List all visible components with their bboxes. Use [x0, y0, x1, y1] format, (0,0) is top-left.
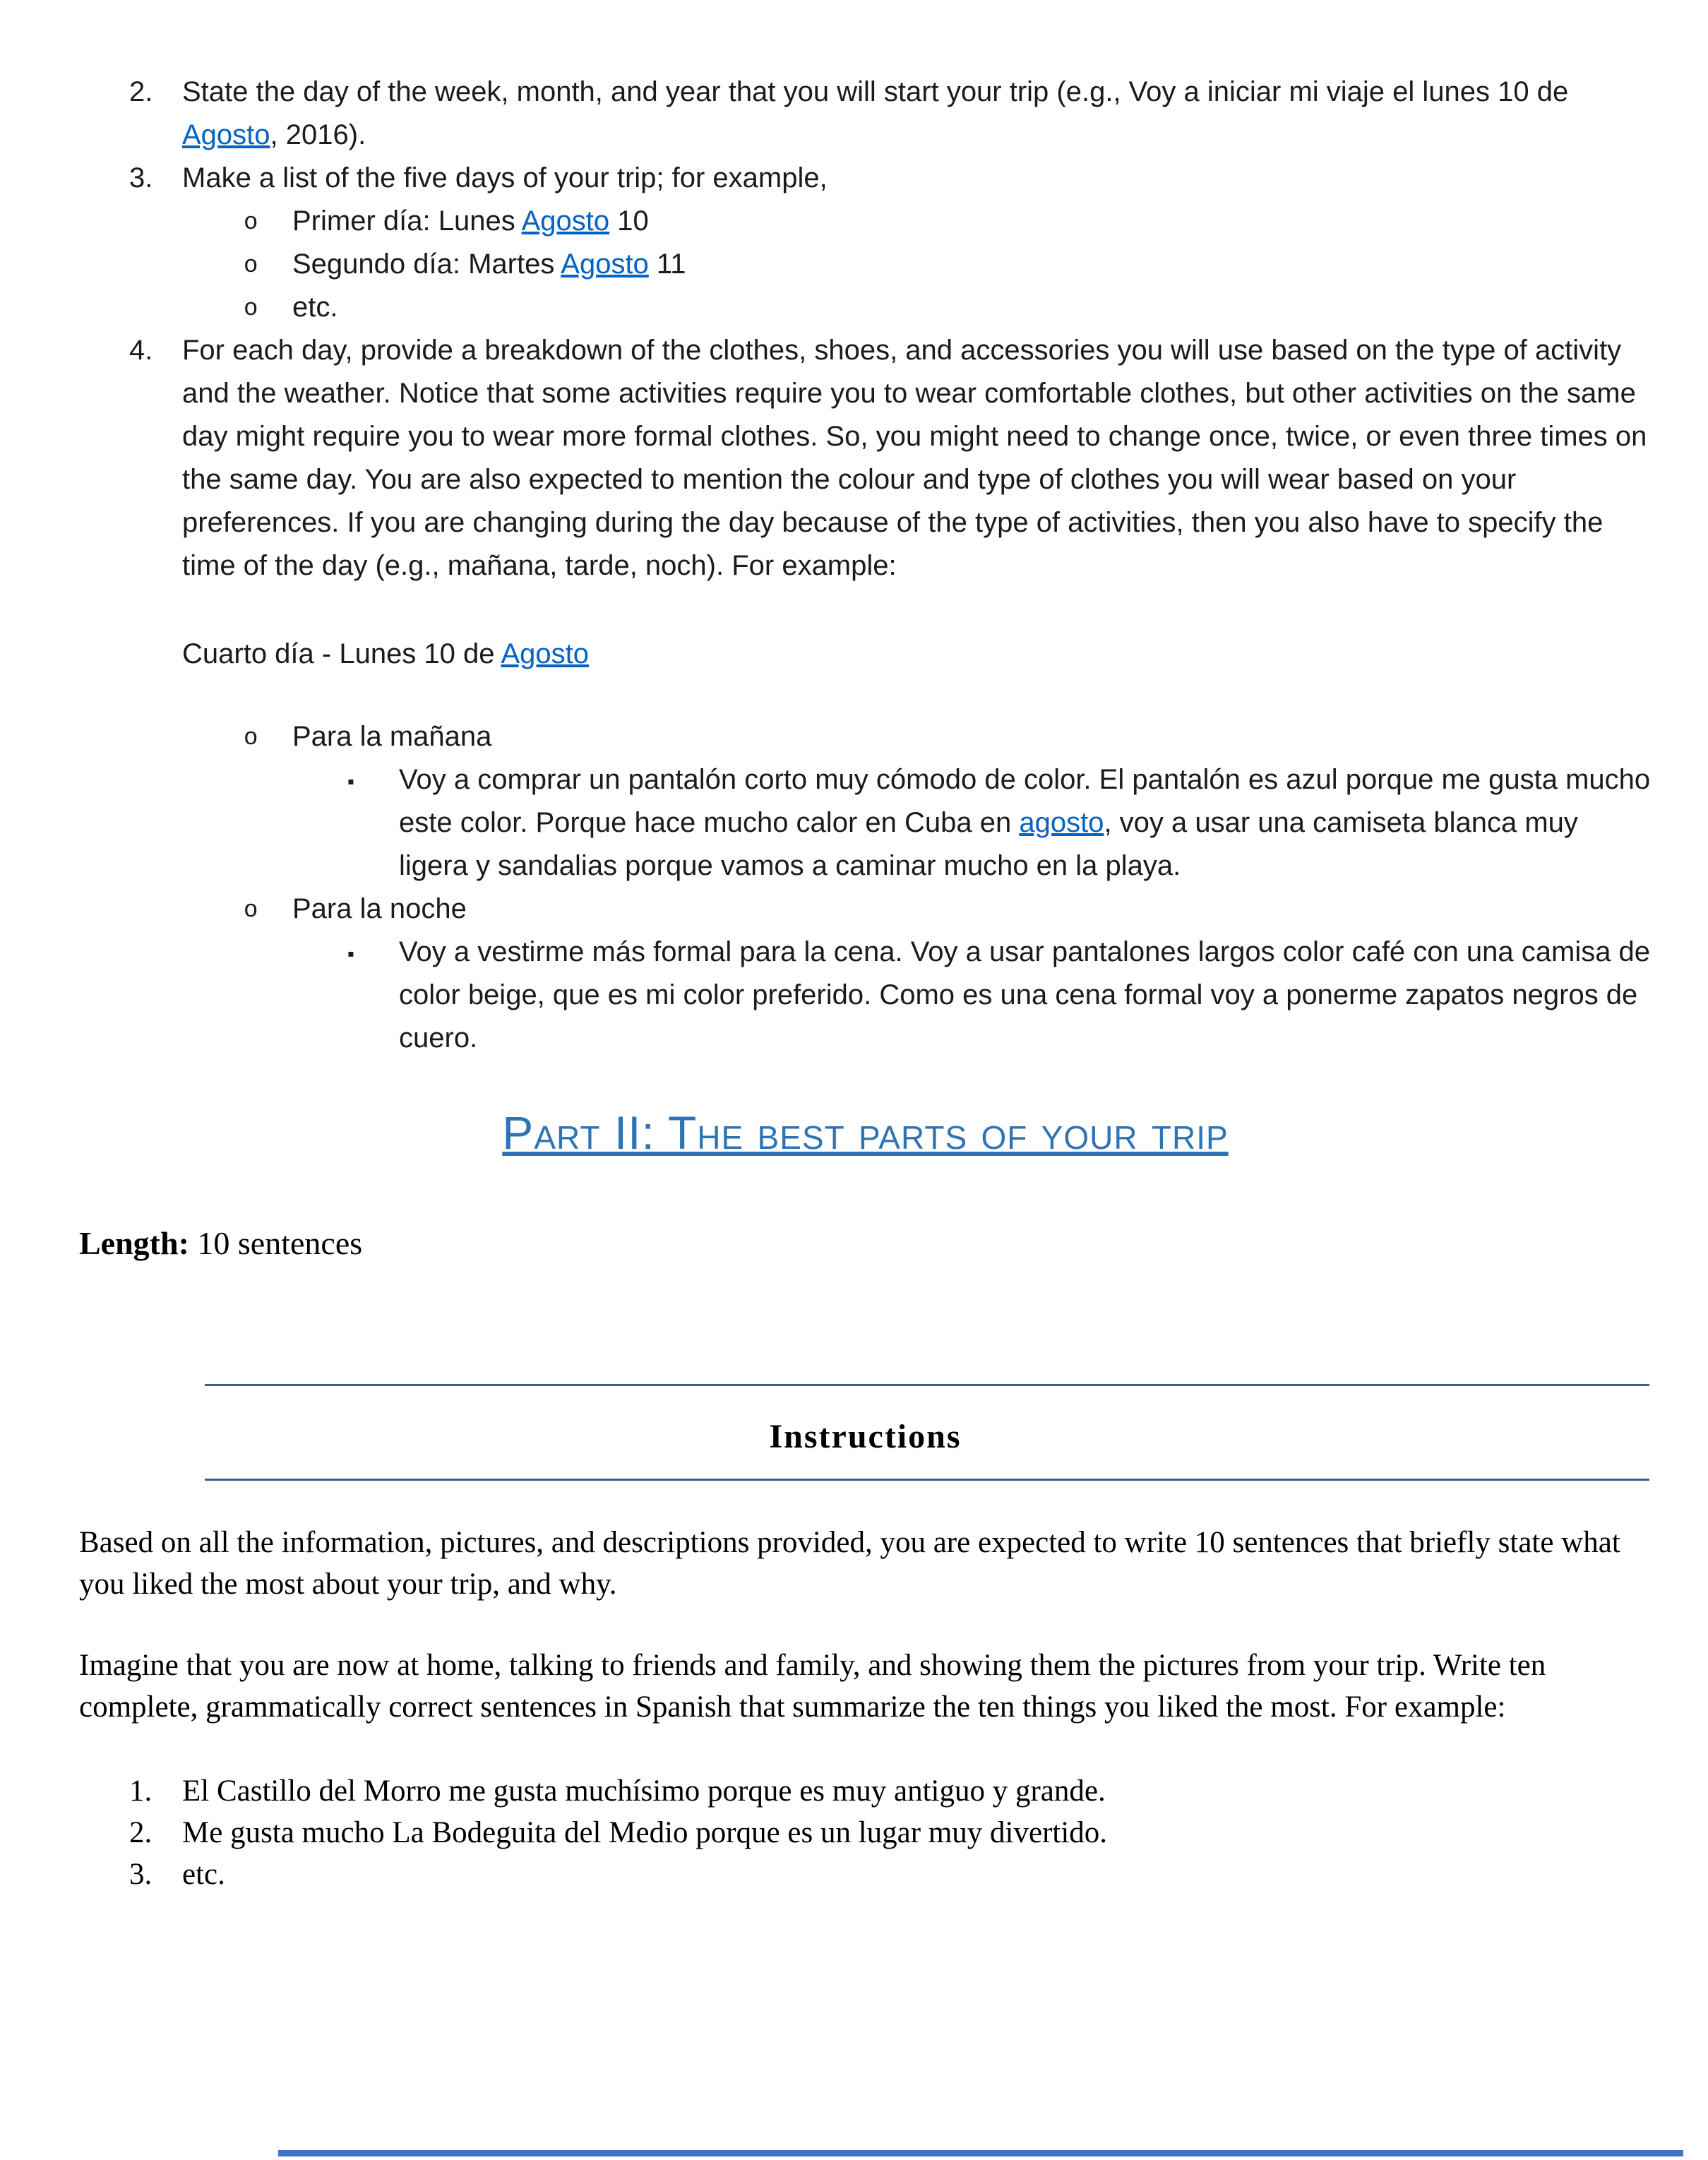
square-bullet-marker: ▪	[347, 770, 354, 792]
list-item-4-text: For each day, provide a breakdown of the clothes, shoes, and accessories you will use based on the type of activity and the weather. Notice that some activities require you to wear comfortable clothes, but other activities on the same day might require you to wear more formal clothes. So, you might need to change once, twice, or even three times on the same day. You are also expected to mention the colour and type of clothes you will wear based on your preferences. If you are changing during the day because of the type of activities, then you also have to specify the time of the day (e.g., mañana, tarde, noch). For example:	[182, 335, 1647, 581]
example-3-number: 3.	[129, 1857, 153, 1891]
sub-bullet-primer-dia	[79, 200, 1652, 243]
agosto-link[interactable]: Agosto	[521, 205, 610, 237]
list-item-3-text: Make a list of the five days of your trip; for example,	[182, 162, 828, 193]
agosto-link[interactable]: Agosto	[501, 638, 589, 669]
part2-heading: Part II: The best parts of your trip	[502, 1106, 1229, 1159]
primer-dia-pre: Primer día: Lunes	[292, 205, 522, 237]
bottom-page-rule	[278, 2150, 1683, 2156]
sub-bullet-para-la-noche	[79, 888, 1652, 931]
square-bullet-marker: ▪	[347, 943, 354, 965]
circle-bullet-marker: o	[244, 210, 258, 237]
segundo-dia-pre: Segundo día: Martes	[292, 249, 561, 280]
list-item-2-text	[182, 76, 1568, 150]
sub-bullet-text	[292, 205, 649, 237]
length-label: Length:	[79, 1224, 189, 1261]
sub-bullet-text: etc.	[292, 292, 338, 323]
example-item-3	[79, 1854, 1652, 1895]
sub-bullet-para-la-manana	[79, 715, 1652, 758]
length-value: 10 sentences	[189, 1224, 363, 1261]
divider-line-top	[205, 1384, 1649, 1386]
circle-bullet-marker: o	[244, 897, 258, 924]
example-2-text: Me gusta mucho La Bodeguita del Medio porque es un lugar muy divertido.	[182, 1815, 1108, 1849]
list-item-3	[79, 157, 1652, 200]
square-bullet-manana	[79, 758, 1652, 888]
cuarto-dia-line	[79, 633, 1652, 676]
circle-bullet-marker: o	[244, 725, 258, 752]
circle-bullet-marker: o	[244, 253, 258, 280]
example-item-2	[79, 1812, 1652, 1854]
sub-bullet-etc	[79, 286, 1652, 329]
para-la-manana-label: Para la mañana	[292, 721, 492, 752]
segundo-dia-post: 11	[648, 249, 686, 280]
agosto-link[interactable]: Agosto	[182, 119, 270, 150]
list-item-2-number: 2.	[129, 76, 153, 107]
primer-dia-post: 10	[609, 205, 649, 237]
list-item-4-number: 4.	[129, 335, 153, 366]
example-1-text: El Castillo del Morro me gusta muchísimo porque es muy antiguo y grande.	[182, 1774, 1106, 1808]
agosto-link[interactable]: Agosto	[561, 249, 649, 280]
example-3-text: etc.	[182, 1857, 225, 1891]
list-item-2-post: , 2016).	[270, 119, 366, 150]
instructions-heading: Instructions	[769, 1417, 962, 1455]
manana-bullet-text	[399, 764, 1650, 881]
list-item-2-pre: State the day of the week, month, and year that you will start your trip (e.g., Voy a iniciar mi viaje el lunes 10 de	[182, 76, 1569, 107]
cuarto-dia-pre: Cuarto día - Lunes 10 de	[182, 638, 501, 669]
agosto-link[interactable]: agosto	[1019, 807, 1104, 838]
manana-post: , voy a usar una camiseta blanca muy ligera y sandalias porque vamos a caminar mucho en la playa.	[399, 807, 1578, 881]
instructions-paragraph-1: Based on all the information, pictures, and descriptions provided, you are expected to write 10 sentences that briefly state what you liked the most about your trip, and why.	[79, 1525, 1620, 1601]
para-la-noche-label: Para la noche	[292, 893, 467, 924]
square-bullet-noche	[79, 931, 1652, 1060]
assignment-steps-list	[79, 71, 1652, 1060]
divider-line-bottom	[205, 1479, 1649, 1481]
example-1-number: 1.	[129, 1774, 153, 1808]
example-sentences-list	[79, 1770, 1652, 1895]
manana-pre: Voy a comprar un pantalón corto muy cómodo de color. El pantalón es azul porque me gusta mucho este color. Porque hace mucho calor en Cuba en	[399, 764, 1651, 838]
sub-bullet-segundo-dia	[79, 243, 1652, 286]
length-line	[79, 1222, 1652, 1264]
example-2-number: 2.	[129, 1815, 153, 1849]
sub-bullet-text	[292, 249, 686, 280]
list-item-2	[79, 71, 1652, 157]
noche-bullet-text: Voy a vestirme más formal para la cena. Voy a usar pantalones largos color café con una camisa de color beige, que es mi color preferido. Como es una cena formal voy a ponerme zapatos negros de cuero.	[399, 936, 1651, 1054]
instructions-paragraph-2: Imagine that you are now at home, talking to friends and family, and showing them the pictures from your trip. Write ten complete, grammatically correct sentences in Spanish that summarize the ten things you liked the most. For example:	[79, 1648, 1546, 1724]
list-item-4	[79, 329, 1652, 587]
list-item-3-number: 3.	[129, 162, 153, 193]
circle-bullet-marker: o	[244, 296, 258, 323]
example-item-1	[79, 1770, 1652, 1812]
